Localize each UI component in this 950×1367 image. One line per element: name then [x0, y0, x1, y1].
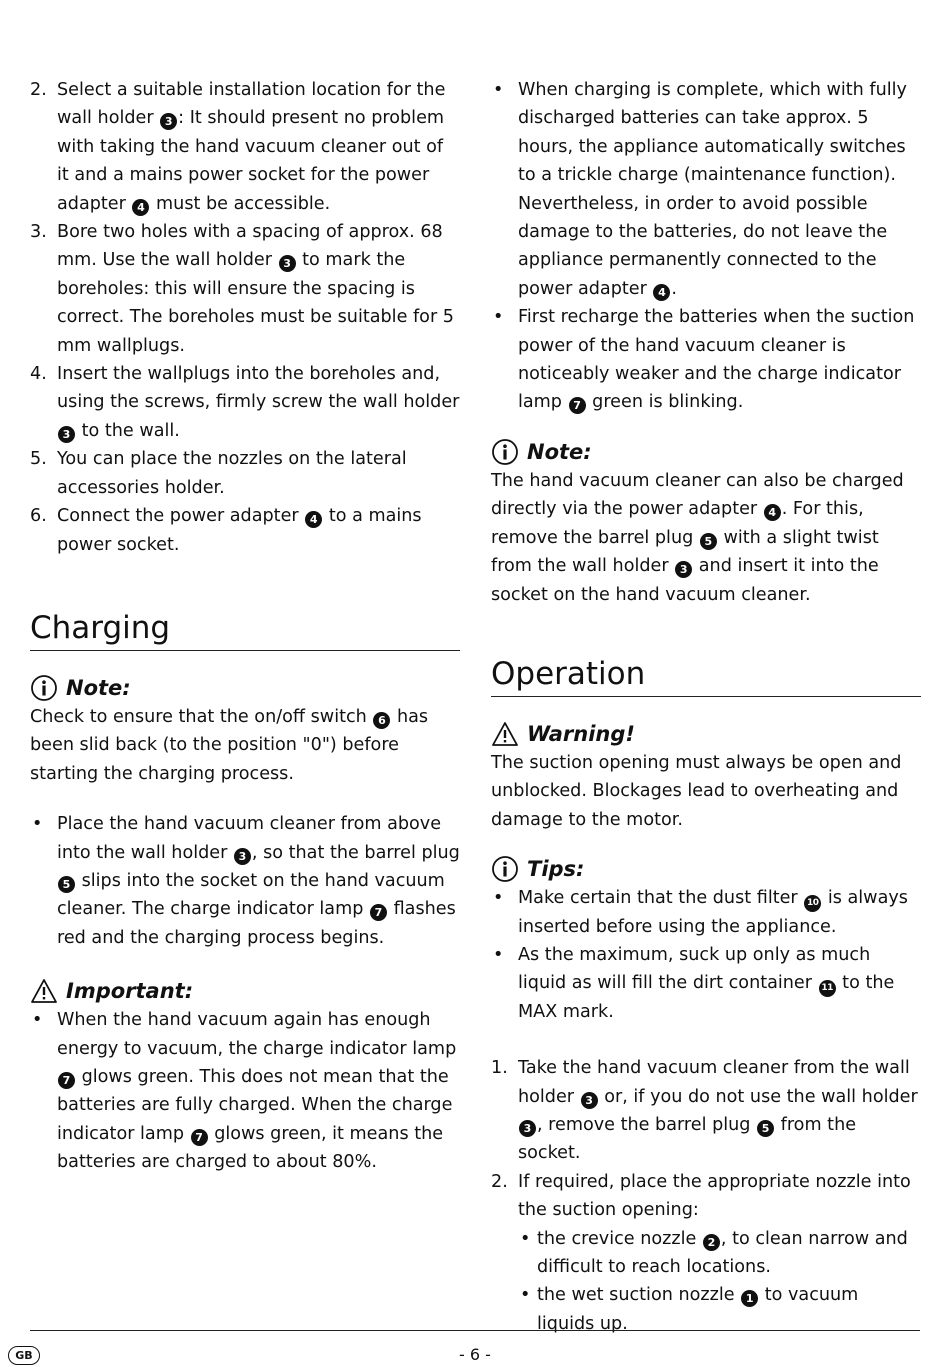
- list-item: [491, 1168, 921, 1338]
- page-number: - 6 -: [459, 1345, 491, 1364]
- reference-number-badge: 5: [757, 1120, 774, 1137]
- important-bullets: [30, 1006, 460, 1176]
- reference-number-badge: 3: [234, 848, 251, 865]
- list-item: [491, 303, 921, 417]
- tips-bullets: [491, 884, 921, 1026]
- note-heading: [491, 437, 921, 467]
- reference-number-badge: 10: [804, 895, 821, 912]
- bullet: •: [493, 944, 504, 965]
- reference-number-badge: 7: [58, 1072, 75, 1089]
- reference-number-badge: 3: [675, 561, 692, 578]
- list-item: [30, 502, 460, 559]
- info-icon: [491, 438, 519, 466]
- footer-divider: [30, 1330, 920, 1331]
- reference-number-badge: 3: [519, 1120, 536, 1137]
- charging-info-bullets: [491, 76, 921, 417]
- bullet-text: Make certain that the dust filter 10 is always inserted before using the appliance.: [518, 888, 908, 937]
- list-item: [491, 76, 921, 303]
- bullet-text: When the hand vacuum again has enough energy to vacuum, the charge indicator lamp 7 glows green. This does not mean that the batteries are fully charged. When the charge indicator lamp 7 glows green, it means the batteries are charged to about 80%.: [57, 1010, 457, 1173]
- bullet: •: [520, 1228, 531, 1249]
- right-column: [491, 76, 921, 1338]
- note-text: Check to ensure that the on/off switch 6 has been slid back (to the position "0") before starting the charging process.: [30, 706, 429, 784]
- list-item: [30, 445, 460, 502]
- list-item: [491, 941, 921, 1026]
- note-label: Note:: [527, 439, 592, 464]
- reference-number-badge: 5: [58, 876, 75, 893]
- bullet: •: [493, 307, 504, 328]
- reference-number-badge: 6: [373, 712, 390, 729]
- installation-steps: [30, 76, 460, 559]
- reference-number-badge: 4: [132, 199, 149, 216]
- list-item: [30, 76, 460, 218]
- list-item: [30, 360, 460, 445]
- info-icon: [491, 855, 519, 883]
- step-number: 3.: [30, 222, 47, 243]
- reference-number-badge: 5: [700, 533, 717, 550]
- step-text: You can place the nozzles on the lateral accessories holder.: [57, 449, 407, 498]
- list-item: [491, 884, 921, 941]
- step-text: Take the hand vacuum cleaner from the wall holder 3 or, if you do not use the wall holder 3 , remove the barrel plug 5 from the socket.: [518, 1058, 918, 1164]
- reference-number-badge: 3: [581, 1092, 598, 1109]
- bullet-text: Place the hand vacuum cleaner from above into the wall holder 3 , so that the barrel plug 5 slips into the socket on the hand vacuum cleaner. The charge indicator lamp 7 flashes red and the charging process begins.: [57, 814, 460, 948]
- reference-number-badge: 7: [191, 1129, 208, 1146]
- tips-label: Tips:: [527, 857, 585, 882]
- note-label: Note:: [66, 675, 131, 700]
- step-text: Insert the wallplugs into the boreholes and, using the screws, firmly screw the wall holder 3 to the wall.: [57, 364, 460, 441]
- step-number: 2.: [491, 1171, 508, 1192]
- step-text: Connect the power adapter 4 to a mains power socket.: [57, 506, 422, 555]
- reference-number-badge: 1: [741, 1290, 758, 1307]
- bullet-text: When charging is complete, which with fully discharged batteries can take approx. 5 hours, the appliance automatically switches to a trickle charge (maintenance function). Nevertheless, in order to avoid possible damage to the batteries, do not leave the appliance permanently connected to the power adapter 4 .: [518, 80, 907, 299]
- step-number: 5.: [30, 449, 47, 470]
- step-text: Bore two holes with a spacing of approx. 68 mm. Use the wall holder 3 to mark the boreholes: this will ensure the spacing is correct. The boreholes must be suitable for 5 mm wallplugs.: [57, 222, 454, 356]
- bullet: •: [32, 814, 43, 835]
- reference-number-badge: 3: [160, 113, 177, 130]
- bullet: •: [32, 1010, 43, 1031]
- bullet: •: [493, 80, 504, 100]
- step-number: 4.: [30, 364, 47, 385]
- reference-number-badge: 4: [305, 511, 322, 528]
- reference-number-badge: 4: [764, 504, 781, 521]
- operation-heading: Operation: [491, 655, 921, 697]
- charging-bullets: [30, 810, 460, 952]
- warning-heading: [491, 719, 921, 749]
- tips-heading: [491, 854, 921, 884]
- note-text: The hand vacuum cleaner can also be charged directly via the power adapter 4 . For this, remove the barrel plug 5 with a slight twist from the wall holder 3 and insert it into the socket on the hand vacuum cleaner.: [491, 470, 904, 605]
- bullet-text: As the maximum, suck up only as much liquid as will fill the dirt container 11 to the MAX mark.: [518, 944, 895, 1022]
- note-heading: [30, 673, 460, 703]
- list-item: [30, 1006, 460, 1176]
- left-column: [30, 76, 460, 1177]
- warning-triangle-icon: [30, 978, 58, 1004]
- operation-steps: [491, 1054, 921, 1338]
- charging-heading: Charging: [30, 609, 460, 651]
- warning-triangle-icon: [491, 721, 519, 747]
- bullet: •: [493, 888, 504, 909]
- list-item: [518, 1225, 921, 1282]
- bullet-text: the wet suction nozzle 1 to vacuum liquids up.: [537, 1285, 859, 1334]
- list-item: [30, 810, 460, 952]
- reference-number-badge: 2: [703, 1234, 720, 1251]
- reference-number-badge: 4: [653, 284, 670, 301]
- warning-text: The suction opening must always be open and unblocked. Blockages lead to overheating and damage to the motor.: [491, 752, 902, 830]
- nozzle-options: [518, 1225, 921, 1339]
- bullet-text: the crevice nozzle 2 , to clean narrow and difficult to reach locations.: [537, 1228, 908, 1277]
- list-item: [491, 1054, 921, 1168]
- language-badge: GB: [8, 1346, 40, 1365]
- bullet-text: First recharge the batteries when the suction power of the hand vacuum cleaner is noticeably weaker and the charge indicator lamp 7 green is blinking.: [518, 307, 915, 413]
- warning-label: Warning!: [527, 721, 635, 746]
- bullet: •: [520, 1285, 531, 1306]
- important-label: Important:: [66, 979, 194, 1004]
- info-icon: [30, 674, 58, 702]
- step-number: 2.: [30, 80, 47, 100]
- reference-number-badge: 7: [370, 904, 387, 921]
- step-number: 1.: [491, 1058, 508, 1079]
- reference-number-badge: 7: [569, 397, 586, 414]
- reference-number-badge: 11: [819, 980, 836, 997]
- important-heading: [30, 976, 460, 1006]
- reference-number-badge: 3: [279, 255, 296, 272]
- reference-number-badge: 3: [58, 426, 75, 443]
- step-text: Select a suitable installation location for the wall holder 3 : It should present no problem with taking the hand vacuum cleaner out of it and a mains power socket for the power adapter 4 must be accessible.: [57, 80, 446, 214]
- list-item: [30, 218, 460, 360]
- step-number: 6.: [30, 506, 47, 527]
- step-text: If required, place the appropriate nozzle into the suction opening:: [518, 1171, 911, 1221]
